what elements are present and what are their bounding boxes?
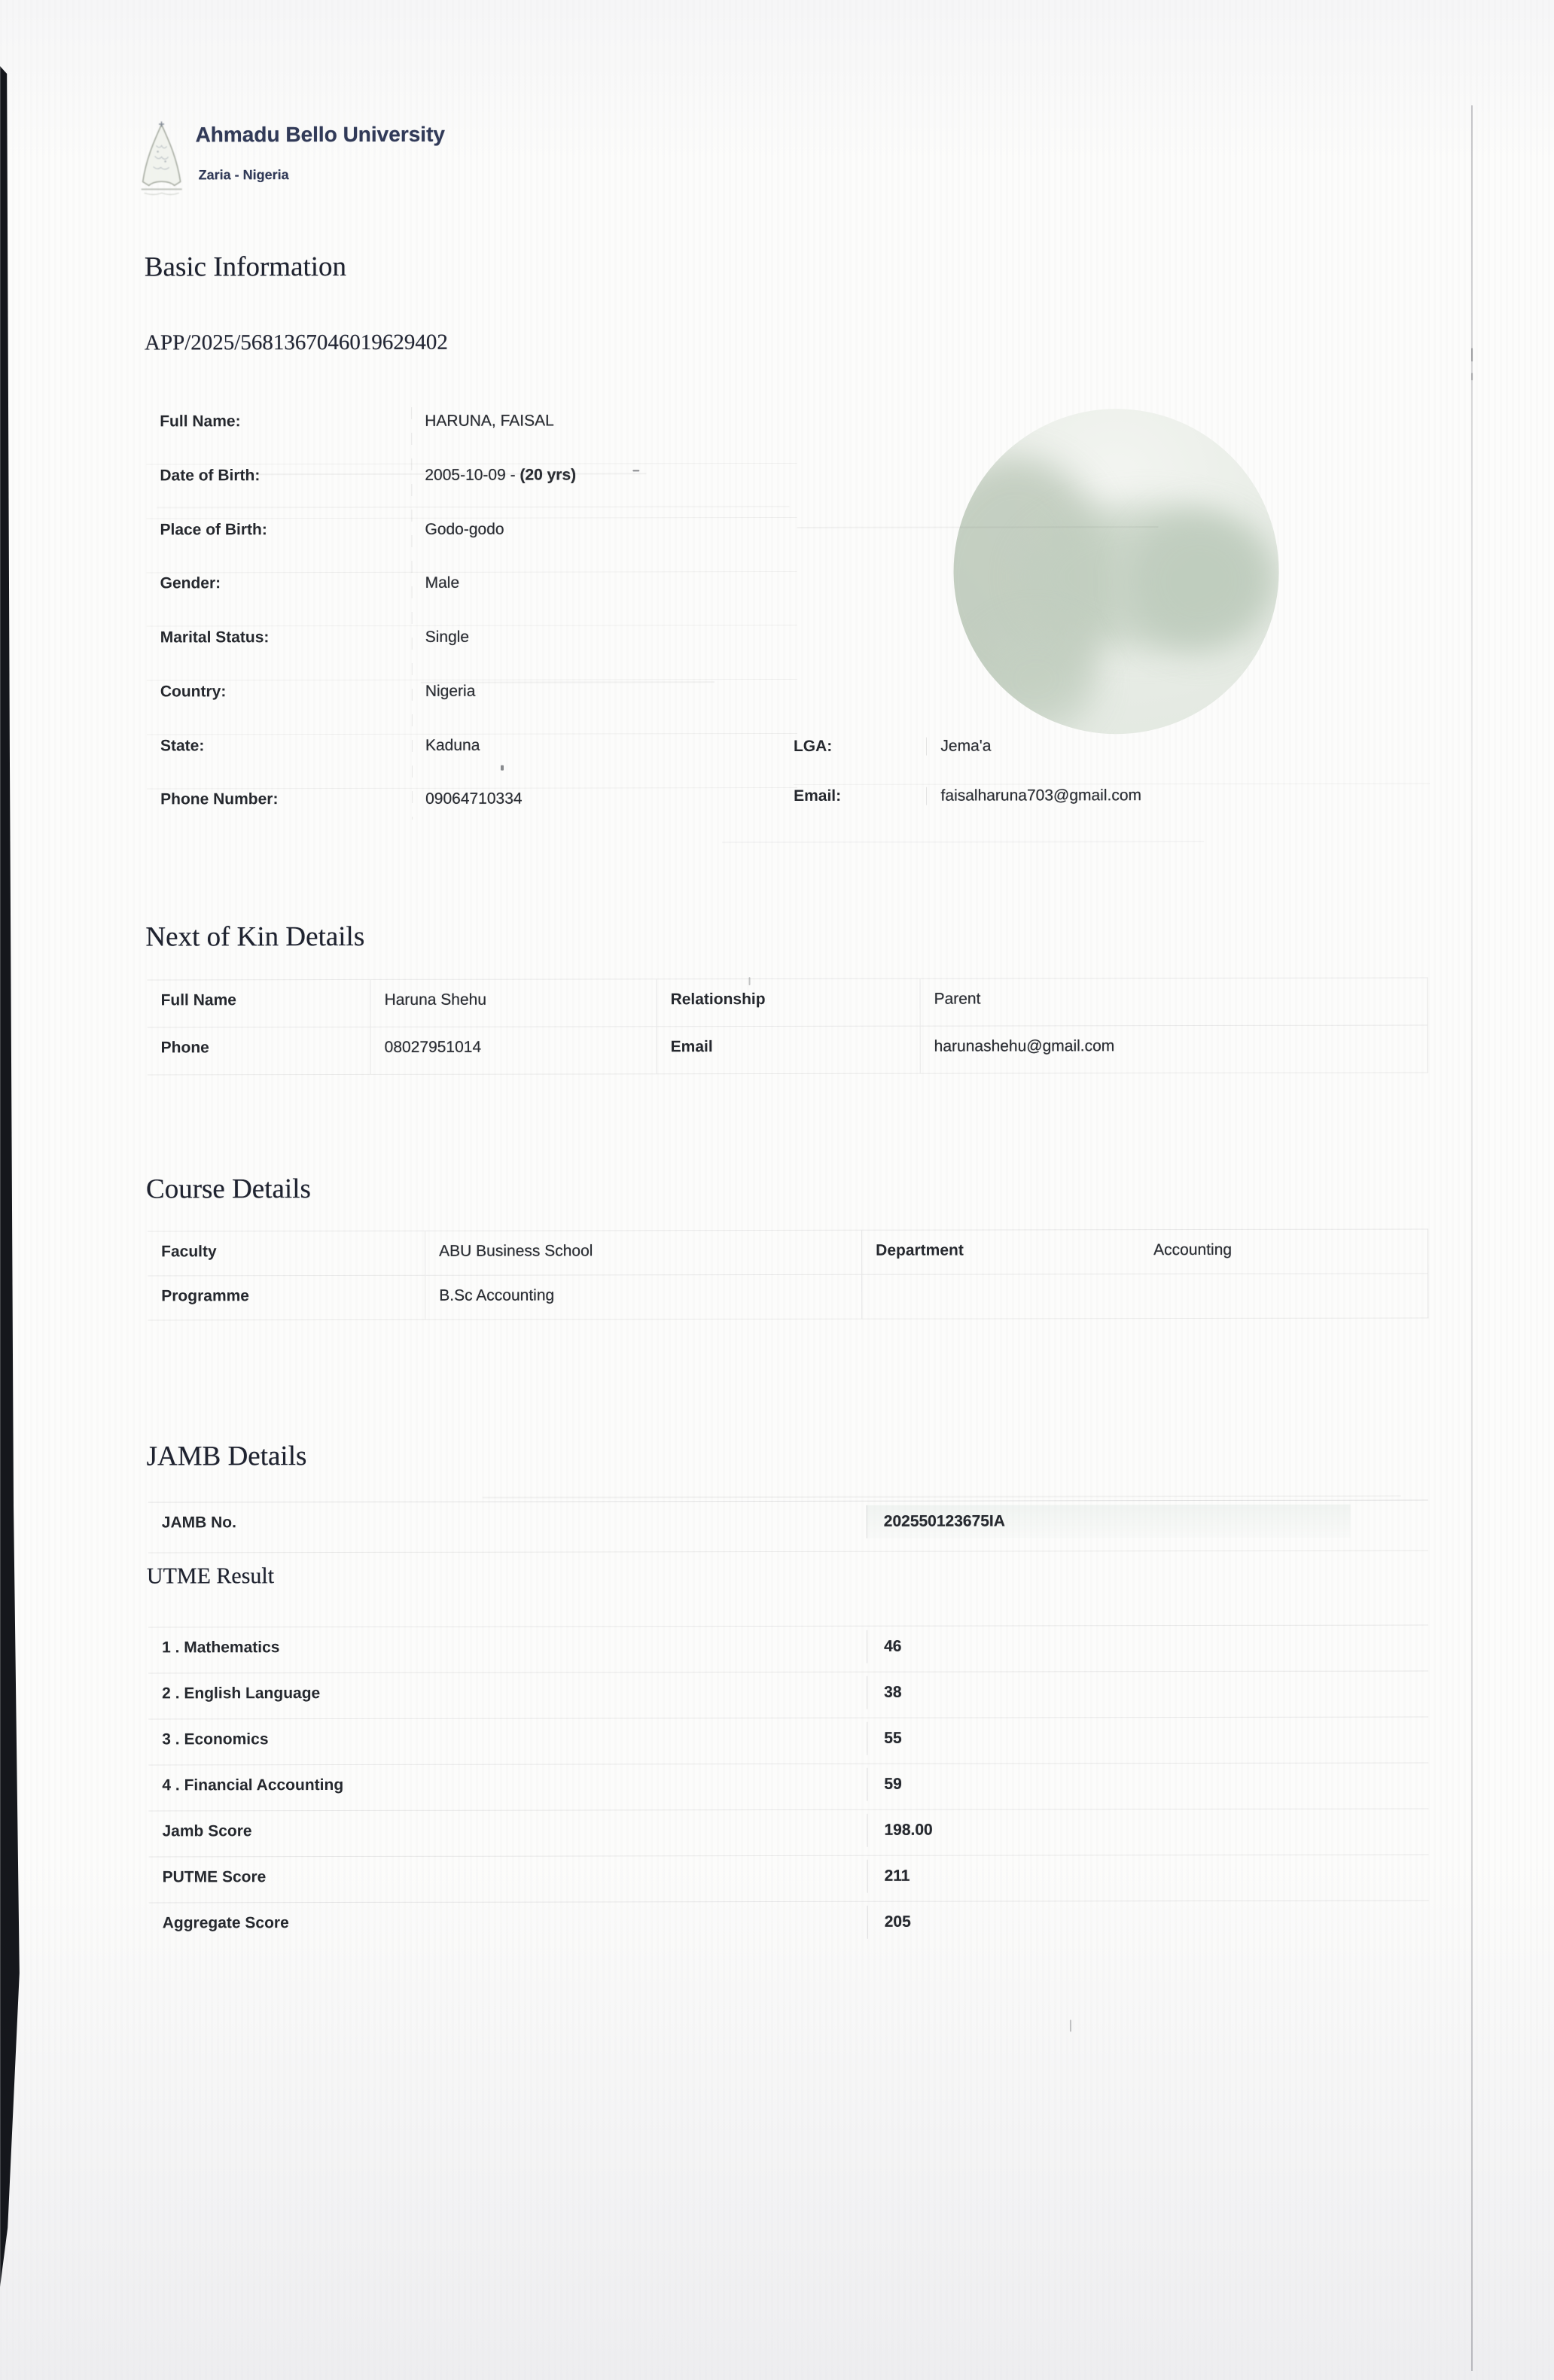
field-label: Country: — [160, 683, 227, 701]
course-label: Programme — [161, 1287, 249, 1305]
course-label: Faculty — [161, 1243, 217, 1261]
utme-row-economics — [148, 1716, 1428, 1765]
nok-value: Haruna Shehu — [370, 979, 657, 1027]
utme-row-financial-accounting — [148, 1762, 1428, 1811]
field-value — [425, 466, 576, 484]
scan-edge-line — [1471, 105, 1473, 2371]
table-row — [148, 1228, 1428, 1275]
subject-label: 3 . Economics — [162, 1730, 269, 1748]
subject-label: 2 . English Language — [162, 1685, 321, 1703]
section-title-course-details: Course Details — [145, 1173, 311, 1205]
field-label: Email: — [794, 787, 842, 805]
scan-artifact — [1070, 2019, 1071, 2032]
dob-age: (20 yrs) — [520, 466, 577, 484]
field-value: Single — [425, 628, 470, 646]
nok-label: Full Name — [160, 991, 236, 1009]
subject-score: 38 — [867, 1675, 1351, 1709]
application-number: APP/2025/5681367046019629402 — [145, 330, 448, 355]
field-value: HARUNA, FAISAL — [425, 412, 554, 430]
jamb-no-label: JAMB No. — [161, 1514, 236, 1532]
field-row-full-name — [146, 412, 797, 465]
scan-artifact — [632, 470, 639, 471]
nok-value: 08027951014 — [370, 1027, 657, 1074]
field-row-phone-number — [147, 790, 797, 842]
course-label — [861, 1274, 1140, 1319]
utme-row-english — [148, 1670, 1428, 1719]
subject-score: 59 — [867, 1767, 1351, 1801]
field-row-lga — [794, 736, 1430, 784]
field-value: Kaduna — [425, 736, 480, 754]
field-label: Phone Number: — [160, 790, 279, 808]
field-label: State: — [160, 737, 205, 755]
field-value: Jema'a — [926, 738, 991, 756]
field-label: LGA: — [793, 737, 833, 755]
score-value: 211 — [867, 1859, 1351, 1893]
university-crest-icon — [139, 120, 185, 198]
subject-label: 1 . Mathematics — [162, 1639, 280, 1657]
field-row-place-of-birth — [146, 520, 797, 574]
course-label: Department — [861, 1230, 1140, 1274]
course-details-table — [148, 1228, 1428, 1320]
section-title-jamb-details: JAMB Details — [146, 1441, 307, 1472]
field-row-gender — [147, 574, 797, 627]
field-value: 09064710334 — [425, 790, 523, 808]
next-of-kin-table — [148, 977, 1428, 1075]
field-label: Place of Birth: — [160, 521, 267, 539]
section-title-next-of-kin: Next of Kin Details — [145, 921, 365, 953]
nok-label: Email — [657, 1027, 920, 1074]
jamb-no-row — [148, 1499, 1428, 1553]
field-label: Gender: — [160, 574, 221, 592]
university-location: Zaria - Nigeria — [198, 167, 289, 183]
table-row — [148, 1273, 1428, 1319]
score-value: 198.00 — [867, 1813, 1351, 1847]
subject-label: 4 . Financial Accounting — [162, 1776, 344, 1794]
score-value: 205 — [867, 1905, 1351, 1939]
utme-result-title: UTME Result — [146, 1563, 275, 1589]
table-row — [148, 1024, 1428, 1074]
field-row-state — [147, 736, 797, 790]
field-label: Marital Status: — [160, 628, 270, 647]
scan-artifact — [722, 841, 1204, 843]
scan-artifact — [483, 1496, 1401, 1499]
nok-value: Parent — [920, 978, 1428, 1025]
score-label: Aggregate Score — [162, 1914, 289, 1932]
scan-artifact — [501, 765, 504, 771]
field-label: Full Name: — [160, 412, 241, 431]
utme-row-jamb-score — [148, 1808, 1428, 1857]
scan-artifact — [749, 977, 751, 985]
field-row-email — [794, 786, 1430, 833]
photo-shade — [977, 624, 1095, 734]
field-label: Date of Birth: — [160, 467, 261, 485]
field-value: Male — [425, 574, 460, 592]
subject-score: 55 — [867, 1721, 1351, 1755]
nok-label: Phone — [160, 1039, 209, 1057]
course-value — [1140, 1274, 1428, 1318]
university-name: Ahmadu Bello University — [195, 122, 445, 147]
utme-row-putme-score — [149, 1854, 1429, 1903]
field-row-country — [147, 682, 797, 735]
field-value: faisalharuna703@gmail.com — [927, 787, 1142, 805]
photo-shade — [1128, 513, 1271, 651]
score-label: PUTME Score — [162, 1868, 267, 1886]
field-value: Godo-godo — [425, 520, 504, 538]
utme-row-aggregate-score — [149, 1900, 1429, 1949]
section-title-basic-information: Basic Information — [144, 251, 347, 283]
field-value: Nigeria — [425, 682, 476, 700]
jamb-no-value: 202550123675IA — [867, 1505, 1351, 1538]
applicant-photo — [953, 409, 1279, 735]
field-row-marital-status — [147, 628, 797, 681]
course-value: B.Sc Accounting — [425, 1275, 861, 1319]
table-row — [148, 977, 1428, 1027]
dob-value: 2005-10-09 - — [425, 466, 520, 484]
nok-label: Relationship — [657, 979, 920, 1027]
score-label: Jamb Score — [162, 1822, 252, 1840]
course-value: Accounting — [1153, 1240, 1233, 1259]
course-value: ABU Business School — [425, 1231, 861, 1275]
utme-row-mathematics — [148, 1624, 1428, 1673]
nok-value: harunashehu@gmail.com — [920, 1025, 1428, 1073]
subject-score: 46 — [867, 1630, 1351, 1663]
